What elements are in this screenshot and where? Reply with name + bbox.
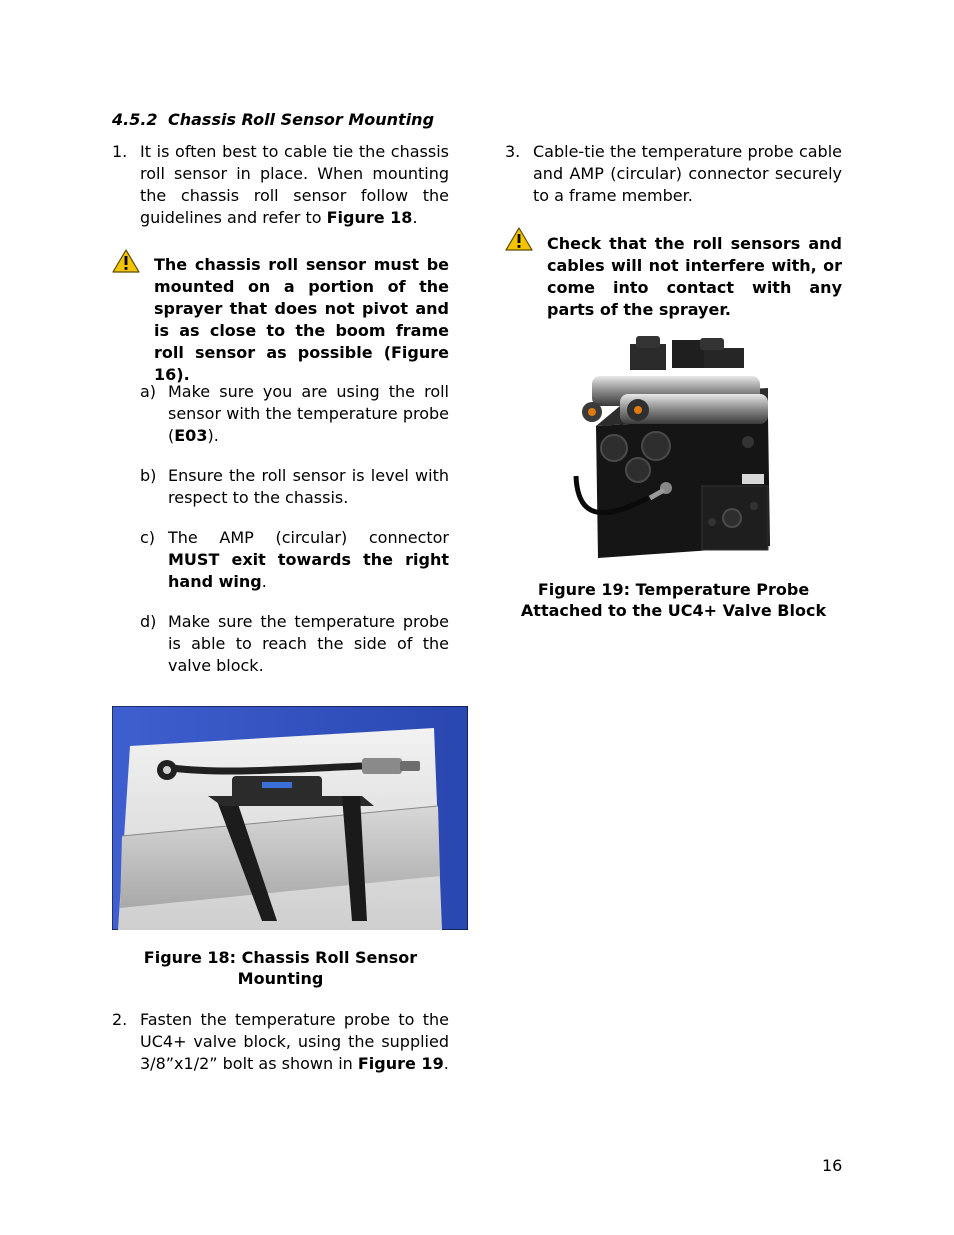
step-3 [505,141,842,211]
warning-text: Check that the roll sensors and cables will not interfere with, or come into contact with any parts of the sprayer. [547,234,842,319]
step-1 [112,141,449,231]
step-text: It is often best to cable tie the chassis roll sensor in place. When mounting the chassis roll sensor follow the guidelines and refer to Figure 18. [140,142,449,227]
step-number: 1. [112,142,128,161]
warning-triangle-icon [112,249,140,273]
section-heading [112,110,434,129]
step-number: 2. [112,1010,128,1029]
figure-18-caption: Figure 18: Chassis Roll Sensor Mounting [143,948,418,988]
figure-ref[interactable]: Figure 19 [357,1054,444,1073]
warning-triangle-icon [505,227,533,251]
step-number: 3. [505,142,521,161]
substep-c: c) The AMP (circular) connector MUST exit towards the right hand wing. [140,528,449,591]
figure-19-image [572,336,774,562]
figure-18-image [112,706,468,930]
figure-ref[interactable]: Figure 18 [326,208,413,227]
step-text: Fasten the temperature probe to the UC4+ valve block, using the supplied 3/8”x1/2” bolt as shown in Figure 19. [140,1010,449,1073]
substep-b: b) Ensure the roll sensor is level with respect to the chassis. [140,466,449,507]
substep-a: a) Make sure you are using the roll sensor with the temperature probe (E03). [140,382,449,445]
warning-text: The chassis roll sensor must be mounted on a portion of the sprayer that does not pivot and is as close to the boom frame roll sensor as possible (Figure 16). [154,255,449,384]
page-number: 16 [822,1156,843,1175]
step-2 [112,1009,449,1079]
section-number: 4.5.2 [112,110,158,129]
section-title: Chassis Roll Sensor Mounting [168,110,435,129]
substep-d: d) Make sure the temperature probe is able to reach the side of the valve block. [140,612,449,675]
figure-19-caption: Figure 19: Temperature Probe Attached to the UC4+ Valve Block [520,580,827,620]
step-text: Cable-tie the temperature probe cable and AMP (circular) connector securely to a frame member. [533,142,842,205]
